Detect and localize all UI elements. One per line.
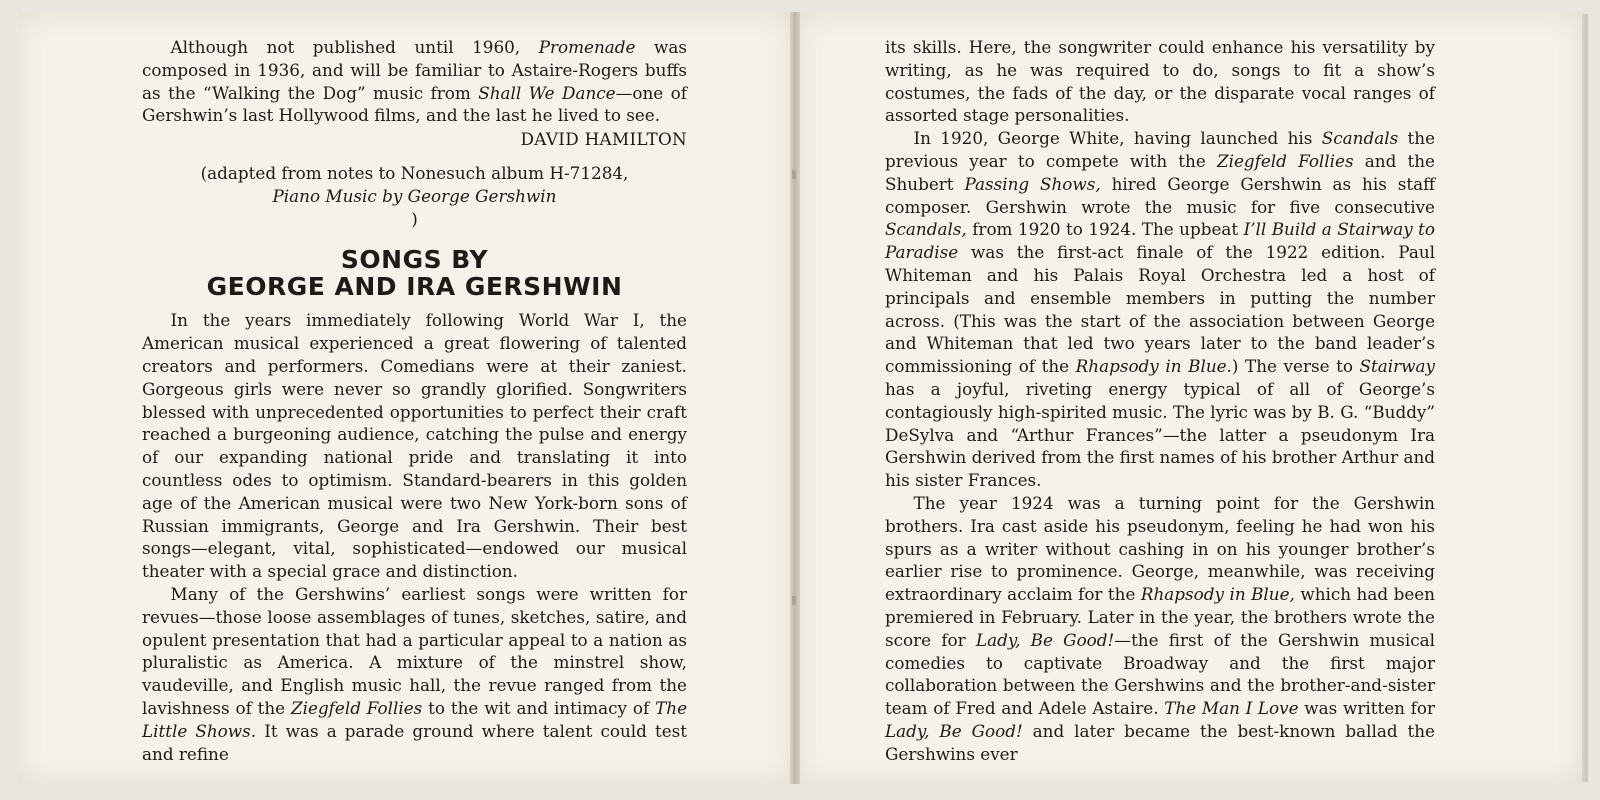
body-paragraph: The year 1924 was a turning point for the Gershwin brothers. Ira cast aside his pseudonym, feeling he had won his spurs as a writer without cashing in on his younger brother’s earlier rise to prominence. George, meanwhile, was receiving extraordinary acclaim for the Rhapsody in Blue, which had been premiered in February. Later in the year, the brothers wrote the score for Lady, Be Good!—the first of the Gershwin musical comedies to captivate Broadway and the first major collaboration between the Gershwins and the brother-and-sister team of Fred and Adele Astaire. The Man I Love was written for Lady, Be Good! and later became the best-known ballad the Gershwins ever [885, 492, 1435, 764]
right-column [885, 36, 1435, 766]
page-edge [1582, 14, 1588, 782]
intro-paragraph: Although not published until 1960, Promenade was composed in 1936, and will be familiar to Astaire-Rogers buffs as the “Walking the Dog” music from Shall We Dance—one of Gershwin’s last Hollywood films, and the last he lived to see. [142, 37, 687, 126]
source-note [142, 162, 687, 230]
booklet-gutter [790, 12, 800, 784]
body-paragraph: its skills. Here, the songwriter could enhance his versatility by writing, as he was required to do, songs to fit a show’s costumes, the fads of the day, or the disparate vocal ranges of assorted stage personalities. [885, 37, 1435, 126]
left-column [142, 36, 687, 765]
source-line-2: Piano Music by George Gershwin ) [272, 185, 557, 229]
staple-top [792, 170, 796, 179]
author-signature: DAVID HAMILTON [520, 129, 687, 150]
source-line-1: (adapted from notes to Nonesuch album H-71284, [200, 162, 629, 183]
body-paragraph: In the years immediately following World War I, the American musical experienced a great flowering of talented creators and performers. Comedians were at their zaniest. Gorgeous girls were never so grandly glorified. Songwriters blessed with unprecedented opportunities to perfect their craft reached a burgeoning audience, catching the pulse and energy of our expanding national pride and translating it into countless odes to optimism. Standard-bearers in this golden age of the American musical were two New York-born sons of Russian immigrants, George and Ira Gershwin. Their best songs—elegant, vital, sophisticated—endowed our musical theater with a special grace and distinction. [142, 310, 687, 582]
body-paragraph: In 1920, George White, having launched his Scandals the previous year to compete with the Ziegfeld Follies and the Shubert Passing Shows, hired George Gershwin as his staff composer. Gershwin wrote the music for five consecutive Scandals, from 1920 to 1924. The upbeat I’ll Build a Stairway to Paradise was the first-act finale of the 1922 edition. Paul Whiteman and his Palais Royal Orchestra led a host of principals and ensemble members in putting the number across. (This was the start of the association between George and Whiteman that led two years later to the band leader’s commissioning of the Rhapsody in Blue.) The verse to Stairway has a joyful, riveting energy typical of all of George’s contagiously high-spirited music. The lyric was by B. G. “Buddy” DeSylva and “Arthur Frances”—the latter a pseudonym Ira Gershwin derived from the first names of his brother Arthur and his sister Frances. [885, 128, 1435, 491]
body-paragraph: Many of the Gershwins’ earliest songs were written for revues—those loose assemblages of tunes, sketches, satire, and opulent presentation that had a particular appeal to a nation as pluralistic as America. A mixture of the minstrel show, vaudeville, and English music hall, the revue ranged from the lavishness of the Ziegfeld Follies to the wit and intimacy of The Little Shows. It was a parade ground where talent could test and refine [142, 583, 687, 764]
staple-bottom [792, 596, 796, 605]
section-heading: SONGS BY GEORGE AND IRA GERSHWIN [206, 245, 623, 302]
